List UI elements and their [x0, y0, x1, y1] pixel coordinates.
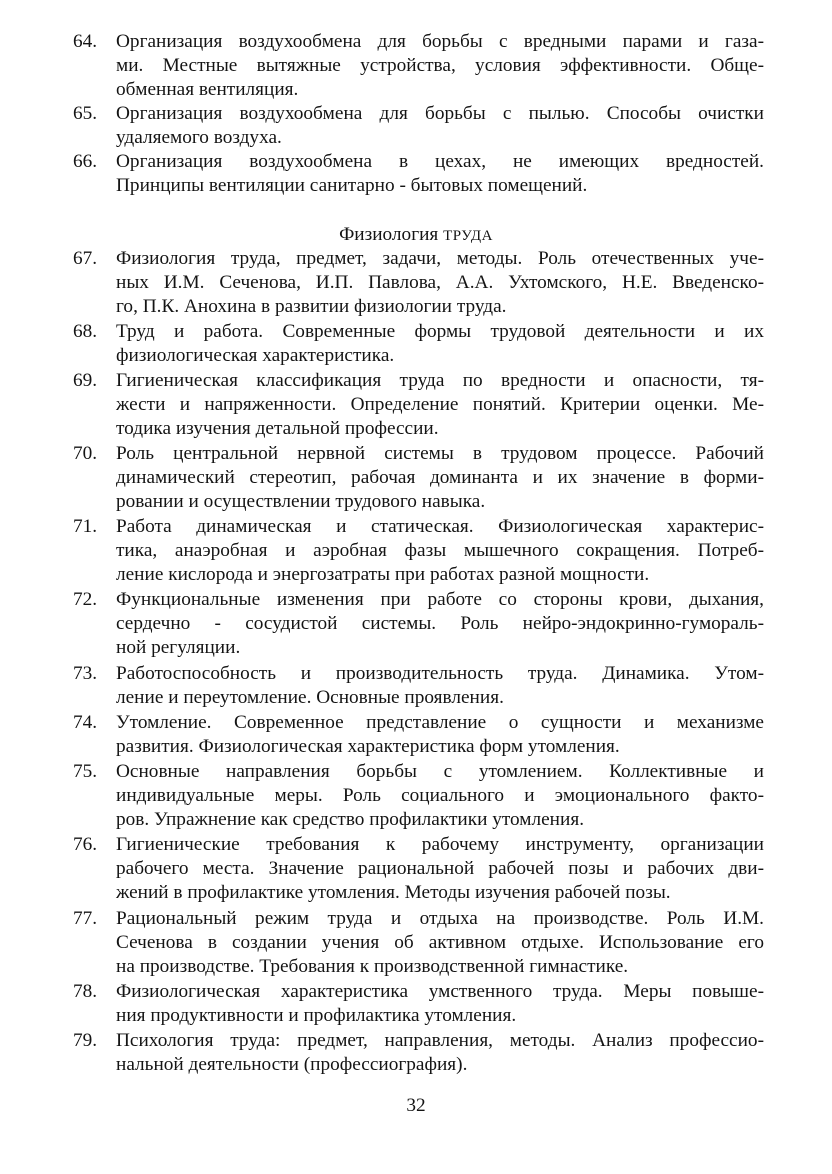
item-line: ной регуляции.	[116, 637, 241, 658]
item-number: 77.	[73, 908, 98, 929]
item-line: удаляемого воздуха.	[116, 127, 282, 148]
item-line: сердечно - сосудистой системы. Роль нейро-эндокринно-гумораль-	[116, 613, 764, 634]
item-line: го, П.К. Анохина в развитии физиологии труда.	[116, 296, 507, 317]
item-line: Основные направления борьбы с утомлением. Коллективные и	[116, 761, 764, 782]
item-line: Организация воздухообмена в цехах, не имеющих вредностей.	[116, 151, 764, 172]
item-line: ров. Упражнение как средство профилактики утомления.	[116, 809, 585, 830]
item-line: Функциональные изменения при работе со стороны крови, дыхания,	[116, 589, 764, 610]
page-number: 32	[406, 1095, 426, 1116]
item-line: ровании и осуществлении трудового навыка.	[116, 491, 486, 512]
item-number: 66.	[73, 151, 98, 172]
item-line: жений в профилактике утомления. Методы изучения рабочей позы.	[116, 882, 671, 903]
item-line: ных И.М. Сеченова, И.П. Павлова, А.А. Ухтомского, Н.Е. Введенско-	[116, 272, 764, 293]
item-line: Работа динамическая и статическая. Физиологическая характерис-	[116, 516, 764, 537]
item-line: жести и напряженности. Определение понятий. Критерии оценки. Ме-	[116, 394, 764, 415]
item-number: 71.	[73, 516, 98, 537]
item-line: Организация воздухообмена для борьбы с пылью. Способы очистки	[116, 103, 764, 124]
section-heading-word-smallcaps: ТРУДА	[443, 228, 493, 244]
item-number: 72.	[73, 589, 98, 610]
item-line: ление кислорода и энергозатраты при работах разной мощности.	[116, 564, 650, 585]
item-line: обменная вентиляция.	[116, 79, 299, 100]
item-line: Гигиеническая классификация труда по вредности и опасности, тя-	[116, 370, 764, 391]
item-line: Утомление. Современное представление о сущности и механизме	[116, 712, 764, 733]
item-number: 74.	[73, 712, 98, 733]
item-line: Сеченова в создании учения об активном отдыхе. Использование его	[116, 932, 764, 953]
item-line: рабочего места. Значение рациональной рабочей позы и рабочих дви-	[116, 858, 764, 879]
item-line: Физиологическая характеристика умственного труда. Меры повыше-	[116, 981, 764, 1002]
item-number: 78.	[73, 981, 98, 1002]
item-line: Работоспособность и производительность труда. Динамика. Утом-	[116, 663, 764, 684]
item-number: 76.	[73, 834, 98, 855]
item-number: 69.	[73, 370, 98, 391]
item-number: 67.	[73, 248, 98, 269]
item-line: физиологическая характеристика.	[116, 345, 395, 366]
item-line: Организация воздухообмена для борьбы с вредными парами и газа-	[116, 31, 764, 52]
item-line: Рациональный режим труда и отдыха на производстве. Роль И.М.	[116, 908, 764, 929]
item-line: на производстве. Требования к производственной гимнастике.	[116, 956, 629, 977]
item-line: ление и переутомление. Основные проявления.	[116, 687, 504, 708]
item-line: Физиология труда, предмет, задачи, методы. Роль отечественных уче-	[116, 248, 764, 269]
item-line: Принципы вентиляции санитарно - бытовых помещений.	[116, 175, 588, 196]
item-line: тика, анаэробная и аэробная фазы мышечного сокращения. Потреб-	[116, 540, 764, 561]
section-heading	[0, 223, 832, 248]
item-number: 73.	[73, 663, 98, 684]
item-line: динамический стереотип, рабочая доминанта и их значение в форми-	[116, 467, 764, 488]
item-line: тодика изучения детальной профессии.	[116, 418, 439, 439]
item-number: 68.	[73, 321, 98, 342]
item-line: Роль центральной нервной системы в трудовом процессе. Рабочий	[116, 443, 764, 464]
item-line: нальной деятельности (профессиография).	[116, 1054, 468, 1075]
item-line: Психология труда: предмет, направления, методы. Анализ профессио-	[116, 1030, 764, 1051]
item-number: 79.	[73, 1030, 98, 1051]
section-heading-word: Физиология	[339, 224, 439, 245]
item-number: 64.	[73, 31, 98, 52]
item-number: 65.	[73, 103, 98, 124]
item-number: 70.	[73, 443, 98, 464]
item-line: развития. Физиологическая характеристика форм утомления.	[116, 736, 620, 757]
item-line: ми. Местные вытяжные устройства, условия эффективности. Обще-	[116, 55, 764, 76]
item-line: ния продуктивности и профилактика утомления.	[116, 1005, 517, 1026]
item-line: Труд и работа. Современные формы трудовой деятельности и их	[116, 321, 764, 342]
item-line: индивидуальные меры. Роль социального и эмоционального факто-	[116, 785, 764, 806]
item-number: 75.	[73, 761, 98, 782]
item-line: Гигиенические требования к рабочему инструменту, организации	[116, 834, 764, 855]
